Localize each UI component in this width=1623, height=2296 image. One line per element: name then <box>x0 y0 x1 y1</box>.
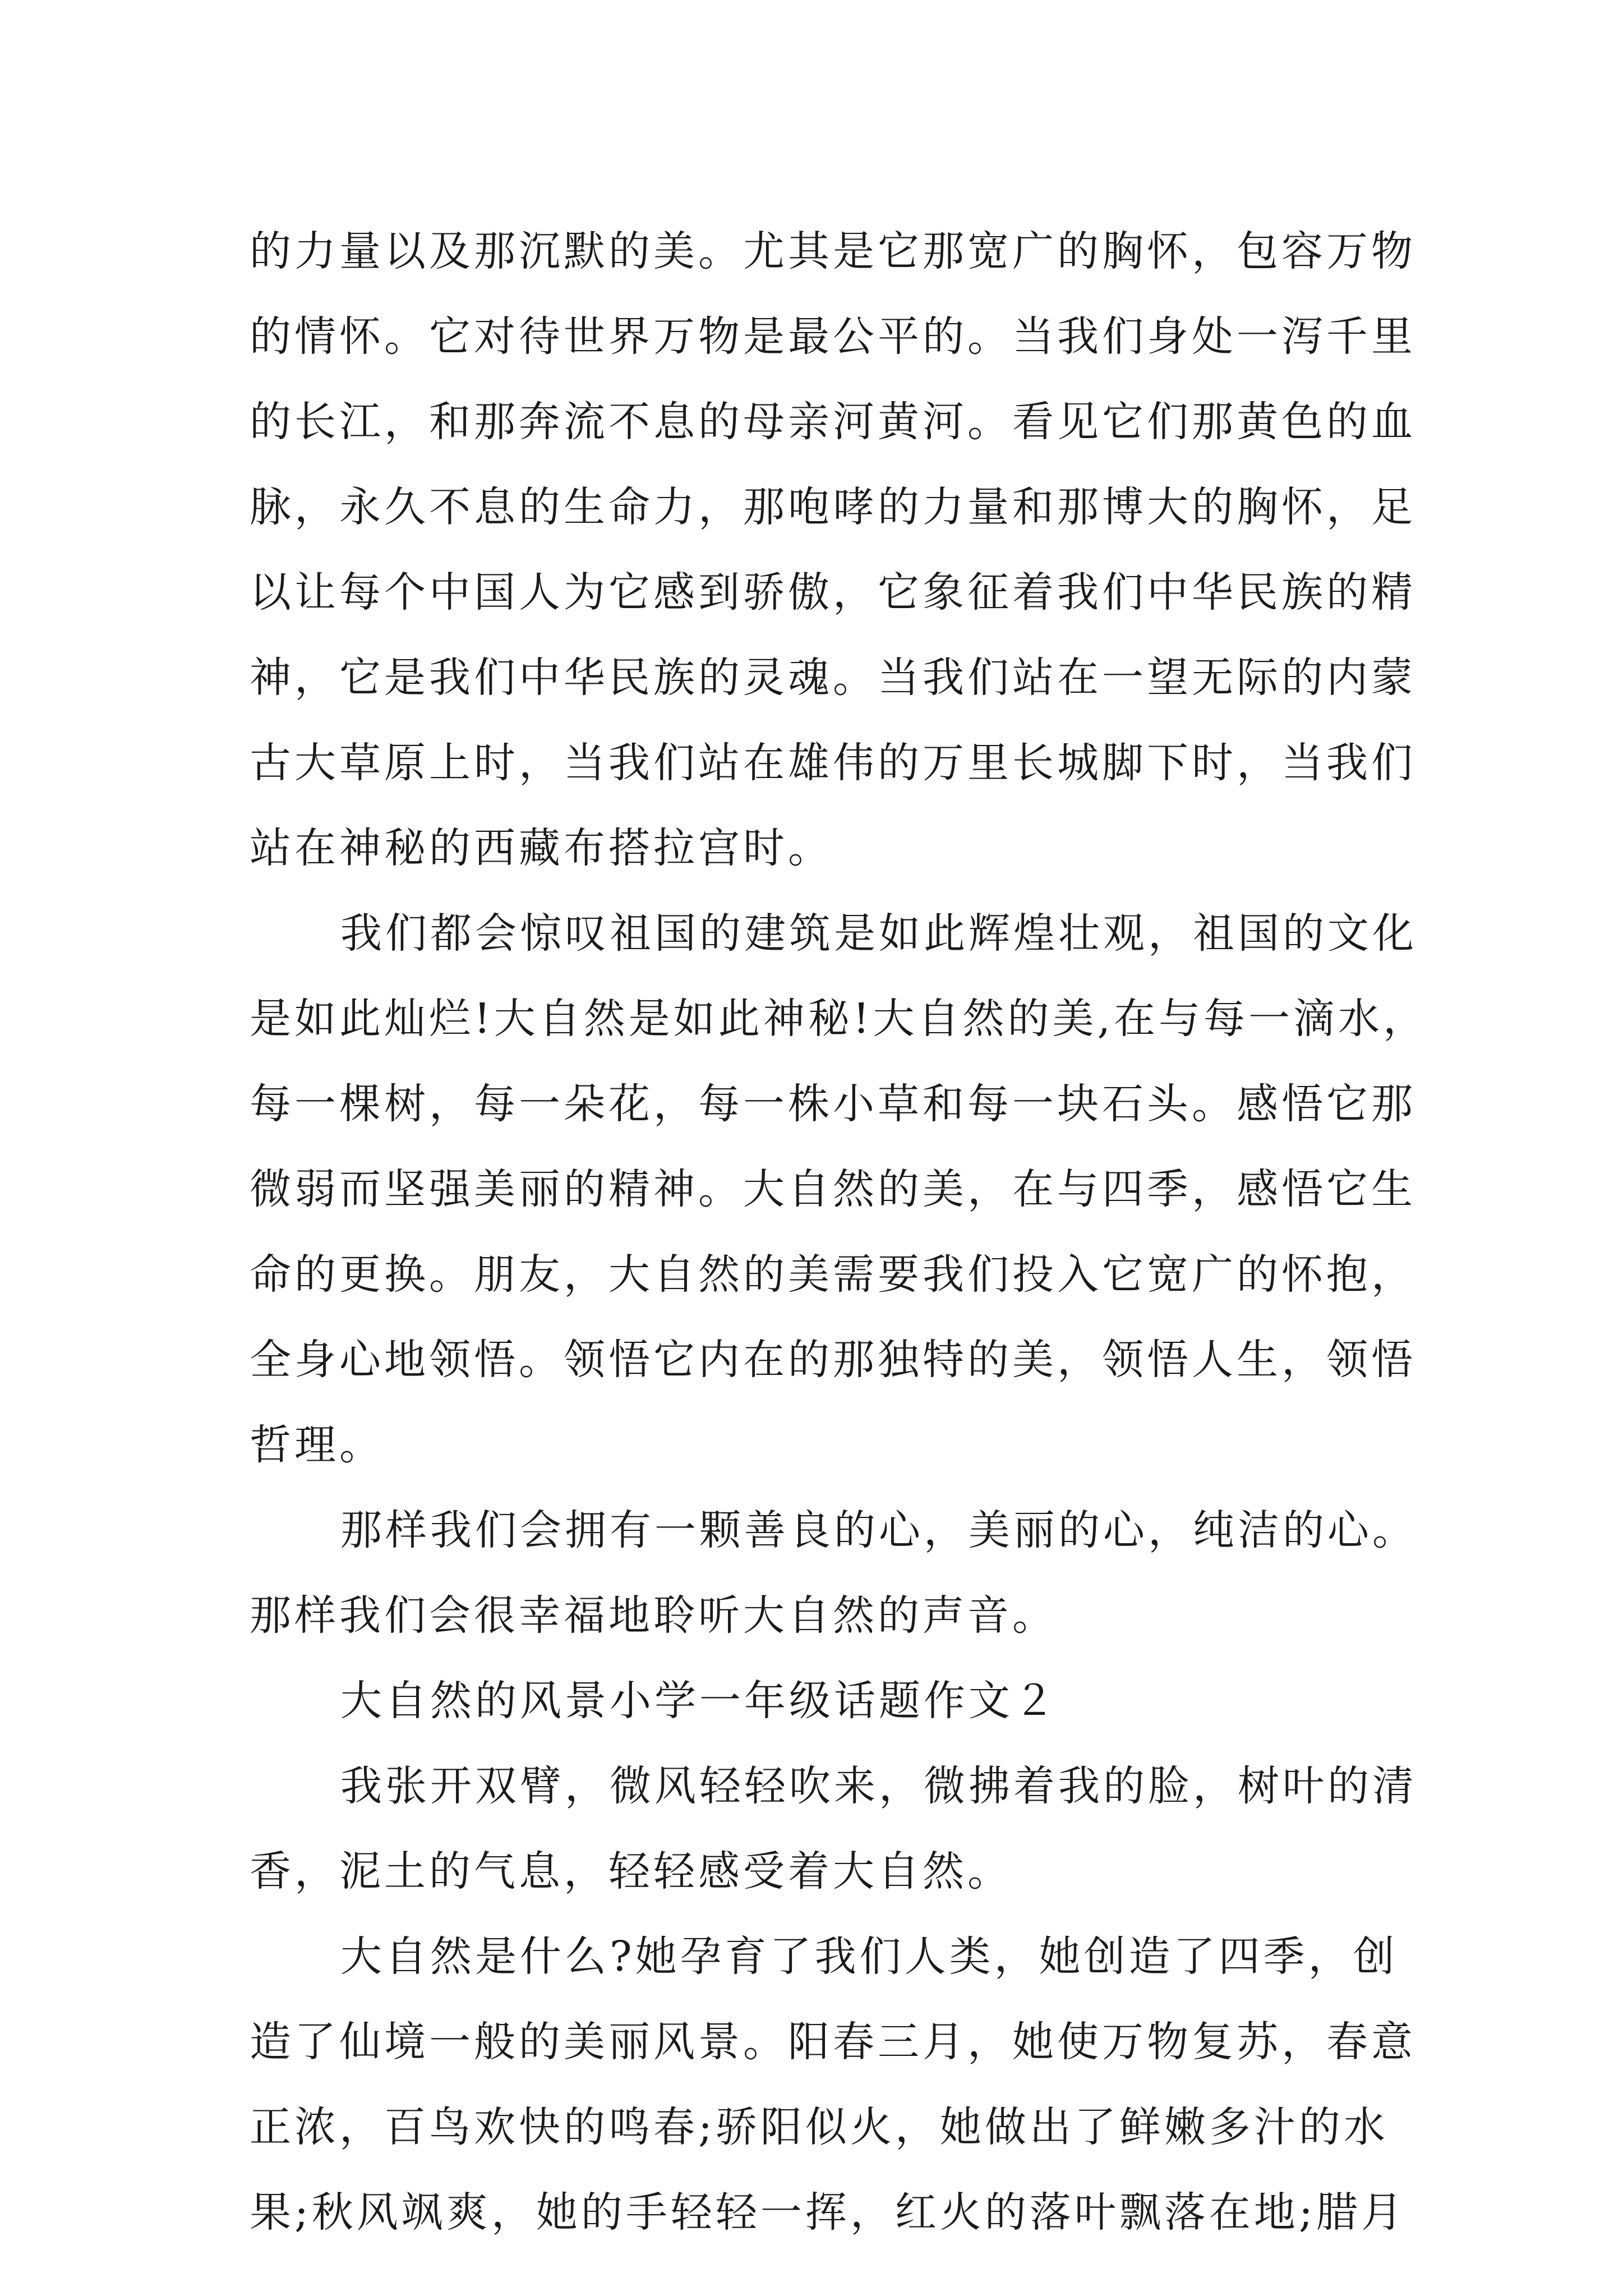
text-line: 香，泥土的气息，轻轻感受着大自然。 <box>250 1847 1012 1895</box>
text-line: 正浓，百鸟欢快的鸣春;骄阳似火，她做出了鲜嫩多汁的水 <box>250 2103 1389 2151</box>
text-line: 全身心地领悟。领悟它内在的那独特的美，领悟人生，领悟 <box>250 1336 1416 1384</box>
text-line: 的力量以及那沉默的美。尤其是它那宽广的胸怀，包容万物 <box>250 227 1416 275</box>
text-line: 微弱而坚强美丽的精神。大自然的美，在与四季，感悟它生 <box>250 1165 1416 1213</box>
text-line: 果;秋风飒爽，她的手轻轻一挥，红火的落叶飘落在地;腊月 <box>250 2188 1406 2237</box>
text-line: 是如此灿烂!大自然是如此神秘!大自然的美,在与每一滴水， <box>250 995 1428 1043</box>
text-line: 命的更换。朋友，大自然的美需要我们投入它宽广的怀抱， <box>250 1250 1416 1299</box>
text-line: 那样我们会很幸福地聆听大自然的声音。 <box>250 1591 1057 1640</box>
text-line: 的情怀。它对待世界万物是最公平的。当我们身处一泻千里 <box>250 312 1416 361</box>
text-line: 每一棵树，每一朵花，每一株小草和每一块石头。感悟它那 <box>250 1080 1416 1128</box>
text-line: 站在神秘的西藏布搭拉宫时。 <box>250 824 833 872</box>
text-line: 造了仙境一般的美丽风景。阳春三月，她使万物复苏，春意 <box>250 2018 1416 2066</box>
paragraph-start-line: 我张开双臂，微风轻轻吹来，微拂着我的脸，树叶的清 <box>340 1762 1417 1810</box>
text-line: 脉，永久不息的生命力，那咆哮的力量和那博大的胸怀，足 <box>250 483 1416 531</box>
paragraph-start-line: 那样我们会拥有一颗善良的心，美丽的心，纯洁的心。 <box>340 1506 1417 1554</box>
section-title: 大自然的风景小学一年级话题作文２ <box>340 1677 1058 1725</box>
text-line: 神，它是我们中华民族的灵魂。当我们站在一望无际的内蒙 <box>250 654 1416 702</box>
paragraph-start-line: 我们都会惊叹祖国的建筑是如此辉煌壮观，祖国的文化 <box>340 909 1417 958</box>
article-body <box>250 209 1428 2255</box>
text-line: 的长江，和那奔流不息的母亲河黄河。看见它们那黄色的血 <box>250 398 1416 446</box>
text-line: 哲理。 <box>250 1421 384 1469</box>
paragraph-start-line: 大自然是什么?她孕育了我们人类，她创造了四季，创 <box>340 1932 1398 1981</box>
text-line: 古大草原上时，当我们站在雄伟的万里长城脚下时，当我们 <box>250 739 1416 787</box>
text-line: 以让每个中国人为它感到骄傲，它象征着我们中华民族的精 <box>250 568 1416 616</box>
